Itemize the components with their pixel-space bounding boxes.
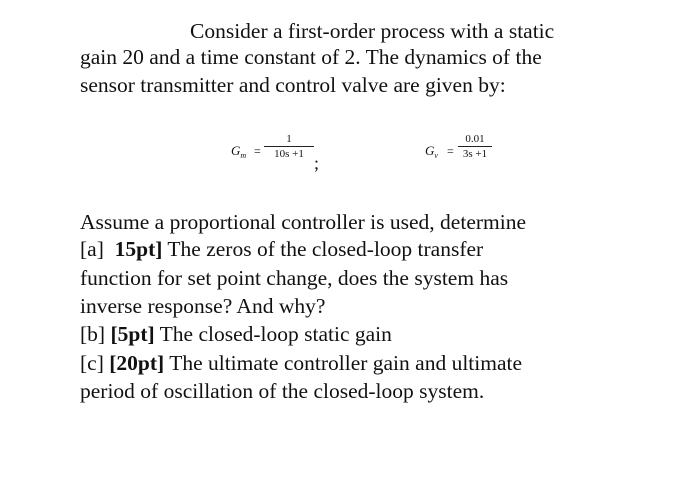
gv-numerator: 0.01 — [465, 133, 485, 145]
body-line-4: inverse response? And why? — [80, 294, 326, 318]
gm-numerator: 1 — [286, 133, 292, 145]
part-b-points: [5pt] — [110, 322, 155, 346]
part-c-text: The ultimate controller gain and ultimate — [169, 351, 523, 375]
intro-line-2: gain 20 and a time constant of 2. The dynamics of the — [80, 45, 542, 69]
gv-denominator: 3s +1 — [462, 148, 488, 160]
intro-line-1: Consider a first-order process with a static — [190, 19, 555, 43]
part-b-label: [b] — [80, 322, 106, 346]
part-a-points: 15pt] — [114, 237, 163, 261]
part-c-label: [c] — [80, 351, 104, 375]
gm-fraction — [264, 132, 314, 161]
body-line-1: Assume a proportional controller is used, determine — [80, 210, 527, 234]
part-c-line — [80, 350, 522, 376]
part-a-text: The zeros of the closed-loop transfer — [167, 237, 484, 261]
gm-separator: ; — [314, 153, 320, 173]
gv-symbol: $G_v$ — [425, 143, 438, 160]
gm-denominator: 10s +1 — [274, 148, 304, 160]
part-b-text: The closed-loop static gain — [159, 322, 392, 346]
part-c-points: [20pt] — [109, 351, 165, 375]
gm-equals: = — [254, 144, 261, 158]
part-a-label: [a] — [80, 237, 104, 261]
body-line-3: function for set point change, does the system has — [80, 266, 509, 290]
gm-symbol: $G_m$ — [231, 143, 247, 160]
part-b-line — [80, 321, 392, 347]
body-line-7: period of oscillation of the closed-loop system. — [80, 379, 485, 403]
gv-fraction — [458, 132, 492, 161]
gv-equals: = — [447, 144, 454, 158]
part-a-line — [80, 236, 483, 262]
intro-line-3: sensor transmitter and control valve are given by: — [80, 73, 506, 97]
